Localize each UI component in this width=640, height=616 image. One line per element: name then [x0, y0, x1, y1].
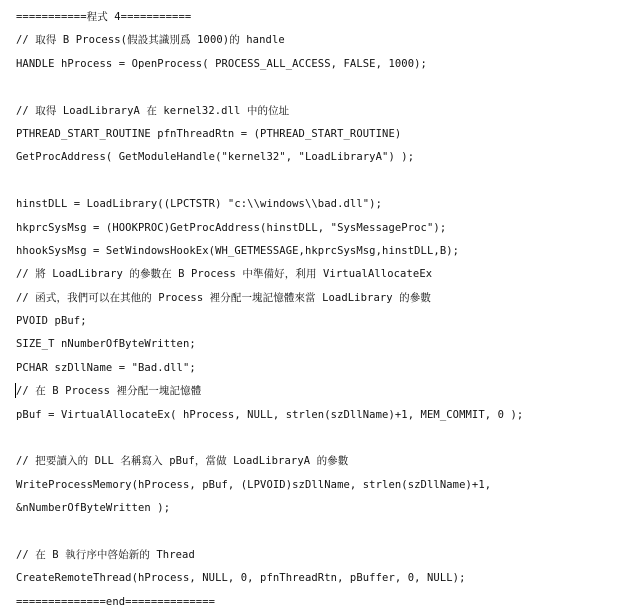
code-line: hhookSysMsg = SetWindowsHookEx(WH_GETMESSAGE,hkprcSysMsg,hinstDLL,B);: [16, 244, 460, 257]
code-line: PCHAR szDllName = "Bad.dll";: [16, 361, 196, 374]
text-cursor: [15, 383, 16, 398]
comment-line: // 取得 LoadLibraryA 在 kernel32.dll 中的位址: [16, 104, 290, 117]
code-line: HANDLE hProcess = OpenProcess( PROCESS_ALL_ACCESS, FALSE, 1000);: [16, 57, 427, 70]
blank-line: [16, 76, 636, 99]
code-document: [16, 6, 636, 614]
comment-line: // 把要讀入的 DLL 名稱寫入 pBuf，當做 LoadLibraryA 的參數: [16, 455, 349, 468]
comment-line: // 將 LoadLibrary 的參數在 B Process 中準備好，利用 VirtualAllocateEx: [16, 268, 433, 281]
blank-line: [16, 521, 636, 544]
code-line: PTHREAD_START_ROUTINE pfnThreadRtn = (PTHREAD_START_ROUTINE): [16, 127, 402, 140]
code-line: &nNumberOfByteWritten );: [16, 502, 171, 515]
code-line: PVOID pBuf;: [16, 315, 87, 328]
code-line: SIZE_T nNumberOfByteWritten;: [16, 338, 196, 351]
header-separator: ===========程式 4===========: [16, 11, 192, 23]
code-line: CreateRemoteThread(hProcess, NULL, 0, pfnThreadRtn, pBuffer, 0, NULL);: [16, 572, 466, 585]
blank-line: [16, 170, 636, 193]
code-line: WriteProcessMemory(hProcess, pBuf, (LPVOID)szDllName, strlen(szDllName)+1,: [16, 478, 492, 491]
comment-line: // 函式，我們可以在其他的 Process 裡分配一塊記憶體來當 LoadLibrary 的參數: [16, 291, 431, 304]
blank-line: [16, 427, 636, 450]
comment-line: // 在 B 執行序中啓始新的 Thread: [16, 548, 195, 561]
footer-separator: ==============end==============: [16, 595, 216, 608]
comment-line: // 在 B Process 裡分配一塊記憶體: [16, 385, 202, 398]
code-line: hinstDLL = LoadLibrary((LPCTSTR) "c:\\windows\\bad.dll");: [16, 198, 383, 211]
code-line: pBuf = VirtualAllocateEx( hProcess, NULL, strlen(szDllName)+1, MEM_COMMIT, 0 );: [16, 408, 524, 421]
code-line: GetProcAddress( GetModuleHandle("kernel32", "LoadLibraryA") );: [16, 151, 415, 164]
comment-line: // 取得 B Process(假設其識別爲 1000)的 handle: [16, 34, 285, 47]
code-line: hkprcSysMsg = (HOOKPROC)GetProcAddress(hinstDLL, "SysMessageProc");: [16, 221, 447, 234]
